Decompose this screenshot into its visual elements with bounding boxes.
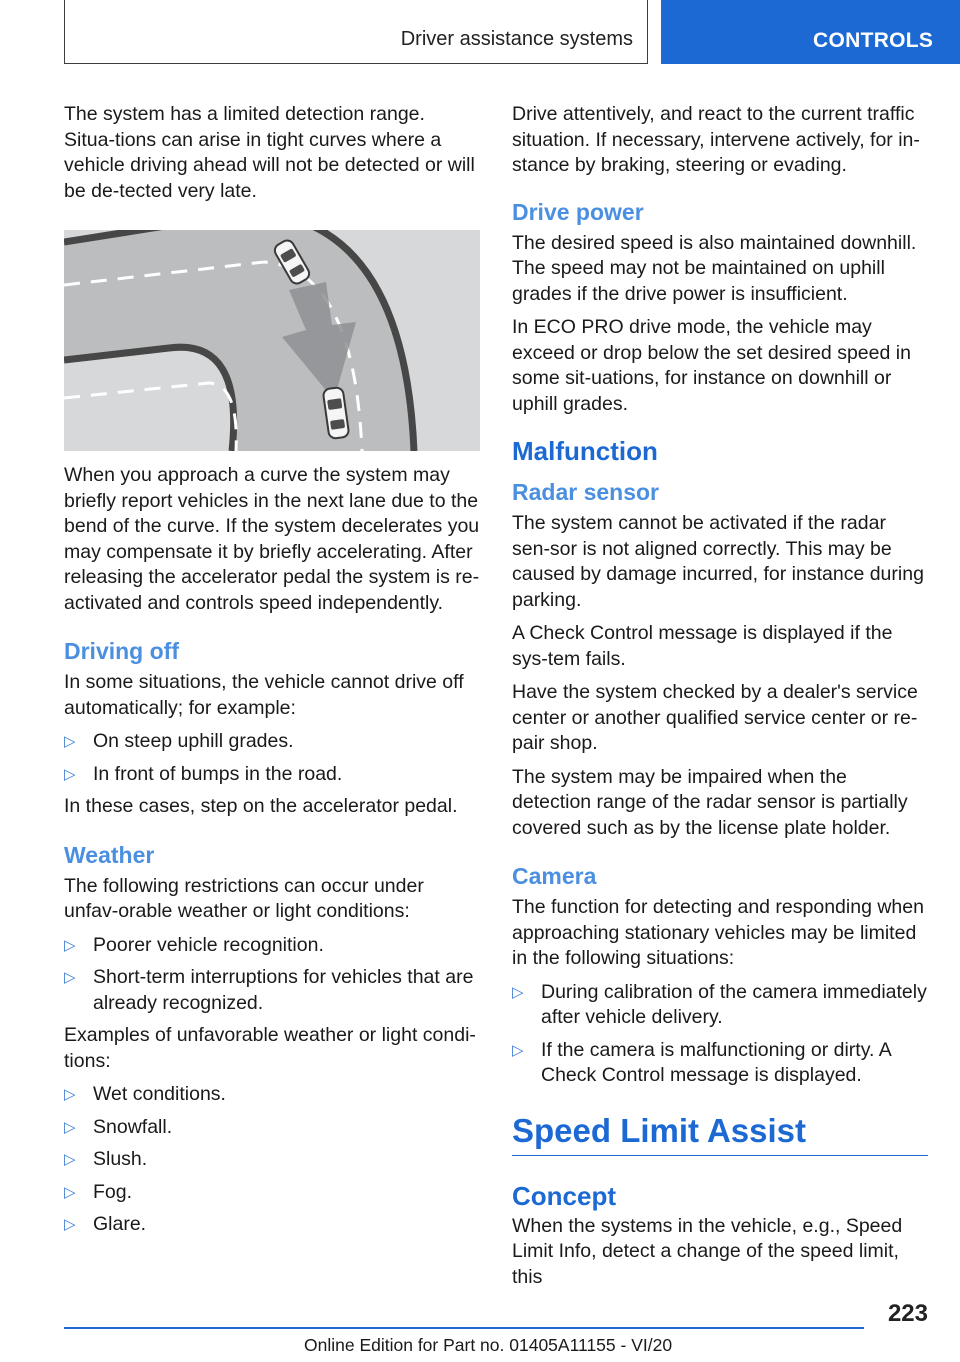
triangle-bullet-icon: ▷ [64,936,76,954]
right-column [512,102,928,1298]
paragraph: Drive attentively, and react to the current traffic situation. If necessary, intervene actively, for in-stance by braking, steering or evading. [512,103,920,176]
paragraph: Have the system checked by a dealer's service center or another qualified service center or re-pair shop. [512,681,918,754]
heading-concept: Concept [512,1180,616,1211]
paragraph: The system may be impaired when the detection range of the radar sensor is partially covered such as by the license plate holder. [512,765,908,839]
heading-speed-limit-assist: Speed Limit Assist [512,1111,928,1156]
paragraph: In these cases, step on the accelerator pedal. [64,795,458,817]
bullet-list [64,1082,480,1238]
paragraph: When the systems in the vehicle, e.g., Speed Limit Info, detect a change of the speed limit, this [512,1214,903,1288]
list-item: ▷ Slush. [64,1147,480,1173]
header-section-title: Driver assistance systems [400,28,633,50]
paragraph: Examples of unfavorable weather or light condi-tions: [64,1024,476,1072]
list-item: ▷ Glare. [64,1212,480,1238]
header-tab-label: CONTROLS [813,29,934,52]
footer-divider [64,1327,864,1329]
triangle-bullet-icon: ▷ [64,733,76,750]
heading-camera: Camera [512,863,597,889]
triangle-bullet-icon: ▷ [64,1216,76,1233]
heading-drive-power: Drive power [512,198,644,225]
paragraph: The desired speed is also maintained downhill. The speed may not be maintained on uphill grades if the drive power is insufficient. [512,231,917,305]
list-item: ▷ On steep uphill grades. [64,729,480,755]
bullet-list [64,729,480,787]
paragraph: In ECO PRO drive mode, the vehicle may exceed or drop below the set desired speed in some sit-uations, for instance on downhill or uphill grades. [512,316,911,415]
heading-radar-sensor: Radar sensor [512,479,660,505]
footer-edition: Online Edition for Part no. 01405A11155 - VI/20 [304,1335,673,1355]
paragraph: The following restrictions can occur under unfav-orable weather or light conditions: [64,874,424,922]
paragraph: When you approach a curve the system may briefly report vehicles in the next lane due to the bend of the curve. If the system decelerates you may compensate it by briefly accelerating. After releasing the accelerator pedal the system is re-activated and controls speed independently. [64,464,480,614]
triangle-bullet-icon: ▷ [64,1118,76,1136]
triangle-bullet-icon: ▷ [512,1041,524,1059]
triangle-bullet-icon: ▷ [64,969,76,986]
heading-driving-off: Driving off [64,638,179,664]
list-item: ▷ Short-term interruptions for vehicles that are already recognized. [64,966,474,1014]
heading-weather: Weather [64,841,155,868]
triangle-bullet-icon: ▷ [64,765,76,783]
list-item: ▷ If the camera is malfunctioning or dirty. A Check Control message is displayed. [512,1038,891,1086]
paragraph: A Check Control message is displayed if the sys-tem fails. [512,622,893,670]
page-number: 223 [887,1300,928,1327]
curve-detection-illustration [64,230,480,451]
triangle-bullet-icon: ▷ [64,1183,76,1201]
paragraph: In some situations, the vehicle cannot drive off automatically; for example: [64,671,464,719]
triangle-bullet-icon: ▷ [64,1086,76,1103]
paragraph: The system has a limited detection range. Situa-tions can arise in tight curves where a vehicle driving ahead will not be detected or will be de-tected very late. [64,103,475,202]
triangle-bullet-icon: ▷ [64,1151,76,1168]
list-item: ▷ Poorer vehicle recognition. [64,933,480,959]
bullet-list [512,980,928,1089]
list-item: ▷ During calibration of the camera immediately after vehicle delivery. [512,980,927,1028]
list-item: ▷ Fog. [64,1180,480,1206]
heading-malfunction: Malfunction [512,436,658,466]
triangle-bullet-icon: ▷ [512,983,524,1001]
paragraph: The system cannot be activated if the radar sen-sor is not aligned correctly. This may be caused by damage incurred, for instance during parking. [512,512,924,611]
list-item: ▷ In front of bumps in the road. [64,762,480,788]
list-item: ▷ Wet conditions. [64,1082,480,1108]
paragraph: The function for detecting and responding when approaching stationary vehicles may be limited in the following situations: [512,896,924,969]
list-item: ▷ Snowfall. [64,1115,480,1141]
header-tab-controls[interactable] [661,0,960,64]
bullet-list [64,933,480,1017]
left-column [64,102,480,1245]
header-frame [64,0,648,64]
